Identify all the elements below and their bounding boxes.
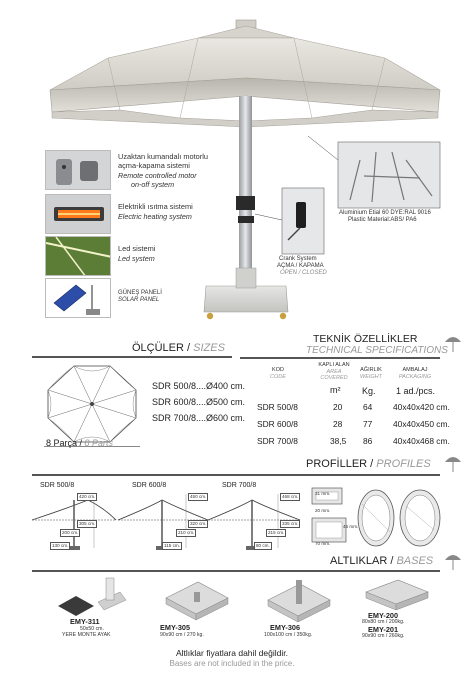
base-3-code: EMY-306 (270, 623, 301, 632)
bases-title (330, 555, 433, 567)
spec-header-pack (390, 367, 440, 380)
profiles-rule (32, 474, 440, 476)
profile-2-dim-1: 450 cm. (190, 494, 207, 499)
profile-3-dim-2: 335 cm. (282, 521, 299, 526)
parts-tr: 8 Parça / (46, 438, 85, 448)
base-emy-306-image (264, 576, 334, 626)
profile-3-label: SDR 700/8 (222, 482, 257, 489)
spec-header-area-tr: KAPLI ALAN (318, 362, 350, 368)
feature-motor-en-2: on-off system (131, 180, 175, 189)
product-hero (0, 0, 464, 325)
base-emy-305-image (162, 574, 232, 624)
section-dim-4: 45 mm. (343, 524, 359, 529)
section-dim-2: 20 mm. (315, 508, 331, 513)
spec-row-3-area: 38,5 (330, 436, 347, 446)
feature-heating-tr: Elektrikli ısıtma sistemi (118, 202, 193, 211)
base-1-code: EMY-311 (70, 617, 100, 626)
heater-icon (45, 194, 111, 234)
unit-area: m² (330, 385, 341, 395)
spec-header-weight-tr: AĞIRLIK (360, 367, 382, 373)
crank-label-3: OPEN / CLOSED (280, 270, 327, 276)
specs-rule (240, 357, 440, 359)
base-2-code: EMY-305 (160, 623, 191, 632)
size-line-3: SDR 700/8....Ø600 cm. (152, 413, 246, 423)
profile-1-label: SDR 500/8 (40, 482, 75, 489)
specs-title: TEKNİK ÖZELLİKLER (313, 333, 418, 345)
base-4-code: EMY-200 (368, 611, 399, 620)
material-label-2: Plastic Material:ABS/ PA6 (348, 217, 417, 223)
octagon-canopy-diagram (44, 362, 140, 446)
profile-1-dim-2: 305 cm. (79, 521, 96, 526)
base-2-sub: 90x90 cm / 270 kg. (160, 632, 204, 638)
parts-label (46, 438, 113, 448)
sizes-title (132, 342, 225, 354)
base-5-sub: 90x90 cm / 260kg. (362, 633, 405, 639)
profiles-title-en: PROFILES (376, 458, 431, 470)
bases-rule (32, 570, 440, 572)
spec-row-2-area: 28 (333, 419, 343, 429)
base-emy-200-image (362, 574, 432, 614)
spec-header-weight-en: WEIGHT (360, 373, 382, 380)
spec-header-weight (354, 367, 388, 380)
spec-header-area (317, 362, 351, 382)
base-4-sub: 80x80 cm / 200kg. (362, 619, 405, 625)
feature-solar-tr: GÜNEŞ PANELİ (118, 290, 162, 296)
spec-header-code-tr: KOD (272, 367, 284, 373)
sizes-rule (32, 356, 232, 358)
umbrella-icon (444, 550, 462, 572)
profile-1-diagram (28, 490, 120, 552)
spec-row-2-code: SDR 600/8 (257, 419, 298, 429)
crank-label-2: AÇMA / KAPAMA (277, 263, 324, 269)
parts-en: 8 Parts (84, 438, 114, 448)
spec-header-code-en: CODE (270, 373, 286, 380)
solar-panel-icon (45, 278, 111, 318)
spec-header-code (258, 367, 298, 380)
profile-2-dim-4: 115 cm. (164, 543, 180, 548)
footer-tr: Altlıklar fiyatlara dahil değildir. (176, 648, 288, 658)
bases-title-tr: ALTLIKLAR / (330, 555, 397, 567)
footer-en: Bases are not included in the price. (169, 659, 295, 668)
spec-row-1-weight: 64 (363, 402, 373, 412)
feature-motor-en-1: Remote controlled motor (118, 171, 197, 180)
unit-pack: 1 ad./pcs. (396, 386, 436, 396)
base-1-sub-2: YERE MONTE AYAK (62, 632, 111, 638)
spec-header-pack-en: PACKAGING (398, 373, 432, 380)
profile-3-dim-1: 468 cm. (282, 494, 299, 499)
base-1-sub-1: 50x50 cm. (80, 626, 104, 632)
profile-2-dim-2: 320 cm. (190, 521, 207, 526)
feature-led-tr: Led sistemi (118, 244, 156, 253)
feature-solar-en: SOLAR PANEL (118, 297, 160, 303)
spec-row-2-weight: 77 (363, 419, 373, 429)
feature-led-en: Led system (118, 254, 155, 263)
feature-motor-tr-2: açma-kapama sistemi (118, 161, 190, 170)
umbrella-icon (444, 332, 462, 354)
spec-row-3-code: SDR 700/8 (257, 436, 298, 446)
unit-weight: Kg. (362, 386, 376, 396)
motor-icon (45, 150, 111, 190)
base-3-sub: 100x100 cm / 350kg. (264, 632, 313, 638)
spec-row-2-pack: 40x40x450 cm. (393, 419, 450, 429)
sizes-title-en: SIZES (193, 342, 225, 354)
material-label-1: Aluminium Etial 60 DYE:RAL 9016 (339, 210, 431, 216)
bases-title-en: BASES (396, 555, 434, 567)
umbrella-icon (444, 452, 462, 474)
size-line-2: SDR 600/8....Ø500 cm. (152, 397, 246, 407)
spec-row-1-pack: 40x40x420 cm. (393, 402, 450, 412)
sizes-title-tr: ÖLÇÜLER / (132, 342, 194, 354)
spec-header-area-en: AREA COVERED (320, 368, 348, 381)
section-dim-1: 31 mm. (315, 491, 331, 496)
spec-row-1-area: 20 (333, 402, 343, 412)
spec-row-3-weight: 86 (363, 436, 373, 446)
profile-section-tubes (354, 484, 444, 550)
profile-2-label: SDR 600/8 (132, 482, 167, 489)
profile-1-dim-1: 420 cm. (79, 494, 96, 499)
profile-1-dim-4: 130 cm. (52, 543, 69, 548)
size-line-1: SDR 500/8....Ø400 cm. (152, 381, 246, 391)
profiles-title-tr: PROFİLLER / (306, 458, 377, 470)
profile-1-dim-3: 200 cm. (62, 530, 79, 535)
profile-3-dim-4: 80 cm. (256, 543, 270, 548)
section-dim-3: 70 mm. (315, 541, 331, 546)
base-emy-311-image (54, 574, 130, 618)
base-5-code: EMY-201 (368, 625, 399, 634)
spec-header-pack-tr: AMBALAJ (402, 367, 428, 373)
specs-title-en: TECHNICAL SPECIFICATIONS (306, 345, 448, 356)
profile-2-dim-3: 210 cm. (178, 530, 195, 535)
spec-row-1-code: SDR 500/8 (257, 402, 298, 412)
profile-3-dim-3: 215 cm. (268, 530, 285, 535)
feature-heating-en: Electric heating system (118, 212, 192, 221)
led-icon (45, 236, 111, 276)
spec-row-3-pack: 40x40x468 cm. (393, 436, 450, 446)
profiles-title (306, 458, 431, 470)
crank-label-1: Crank System (279, 256, 317, 262)
feature-motor-tr-1: Uzaktan kumandalı motorlu (118, 152, 208, 161)
